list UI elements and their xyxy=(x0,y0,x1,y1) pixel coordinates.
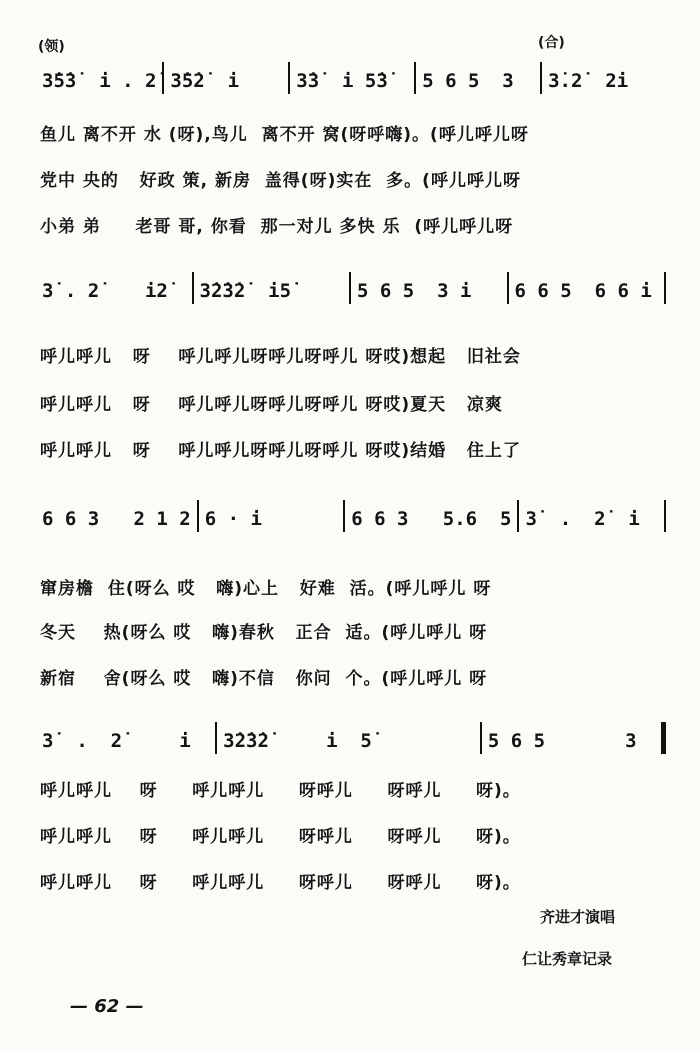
measure: 6 6 3 2 1 2 xyxy=(42,508,191,530)
final-bar-line xyxy=(661,722,666,754)
measure: 6 · i xyxy=(204,508,262,530)
lyric-line: 呼儿呼儿 呀 呼儿呼儿 呀呼儿 呀呼儿 呀)。 xyxy=(40,827,521,847)
lyric-line: 冬天 热(呀么 哎 嗨)春秋 正合 适。(呼儿呼儿 呀 xyxy=(40,623,488,643)
measure: 3̇3̇ i 5̇3̇ xyxy=(296,70,388,92)
measure: 3̇.2̇ 2̇i xyxy=(548,70,629,92)
page-number: — 62 — xyxy=(70,996,144,1017)
recorder-credit: 仁让秀章记录 xyxy=(522,950,613,968)
bar-line xyxy=(664,500,666,532)
measure: 5 6 5 3 xyxy=(422,70,514,92)
lyric-line: 呼儿呼儿 呀 呼儿呼儿呀呼儿呀呼儿 呀哎)夏天 凉爽 xyxy=(40,395,503,415)
lyric-line: 呼儿呼儿 呀 呼儿呼儿 呀呼儿 呀呼儿 呀)。 xyxy=(40,781,521,801)
lyric-line: 呼儿呼儿 呀 呼儿呼儿呀呼儿呀呼儿 呀哎)结婚 住上了 xyxy=(40,441,521,461)
notation-row-4 xyxy=(36,718,666,754)
measure: 3̇5̇3̇ i . 2̇ xyxy=(42,70,157,92)
notation-row-1 xyxy=(36,58,666,94)
lyric-line: 窜房檐 住(呀么 哎 嗨)心上 好难 活。(呼儿呼儿 呀 xyxy=(40,579,492,599)
measure: 3̇2̇3̇2̇ i5̇ xyxy=(199,280,292,302)
lyric-line: 呼儿呼儿 呀 呼儿呼儿 呀呼儿 呀呼儿 呀)。 xyxy=(40,873,521,893)
measure: 3̇2̇3̇2̇ i 5̇ xyxy=(223,730,372,752)
lyric-line: 呼儿呼儿 呀 呼儿呼儿呀呼儿呀呼儿 呀哎)想起 旧社会 xyxy=(40,347,521,367)
notation-row-2 xyxy=(36,268,666,304)
notation-row-3 xyxy=(36,496,666,532)
measure: 3̇ . 2̇ i xyxy=(42,730,191,752)
measure: 3̇ . 2̇ i xyxy=(525,508,640,530)
measure: 3̇5̇2̇ i xyxy=(170,70,240,92)
lyric-line: 新宿 舍(呀么 哎 嗨)不信 你问 个。(呼儿呼儿 呀 xyxy=(40,669,488,689)
singer-credit: 齐进才演唱 xyxy=(540,908,616,926)
lyric-line: 鱼儿 离不开 水 (呀),鸟儿 离不开 窝(呀呼嗨)。(呼儿呼儿呀 xyxy=(40,125,529,145)
measure: 6 6 5 6 6 i xyxy=(514,280,652,302)
chorus-marker: (合) xyxy=(538,35,565,51)
measure: 6 6 3 5.6 5 xyxy=(351,508,512,530)
lyric-line: 小弟 弟 老哥 哥, 你看 那一对儿 多快 乐 (呼儿呼儿呀 xyxy=(40,217,514,237)
bar-line xyxy=(664,272,666,304)
lyric-line: 党中 央的 好政 策, 新房 盖得(呀)实在 多。(呼儿呼儿呀 xyxy=(40,171,521,191)
measure: 5 6 5 3 i xyxy=(357,280,472,302)
lead-marker: (领) xyxy=(38,39,65,55)
measure: 3̇ . 2̇ i2̇ xyxy=(42,280,168,302)
measure: 5 6 5 3 xyxy=(487,730,637,752)
